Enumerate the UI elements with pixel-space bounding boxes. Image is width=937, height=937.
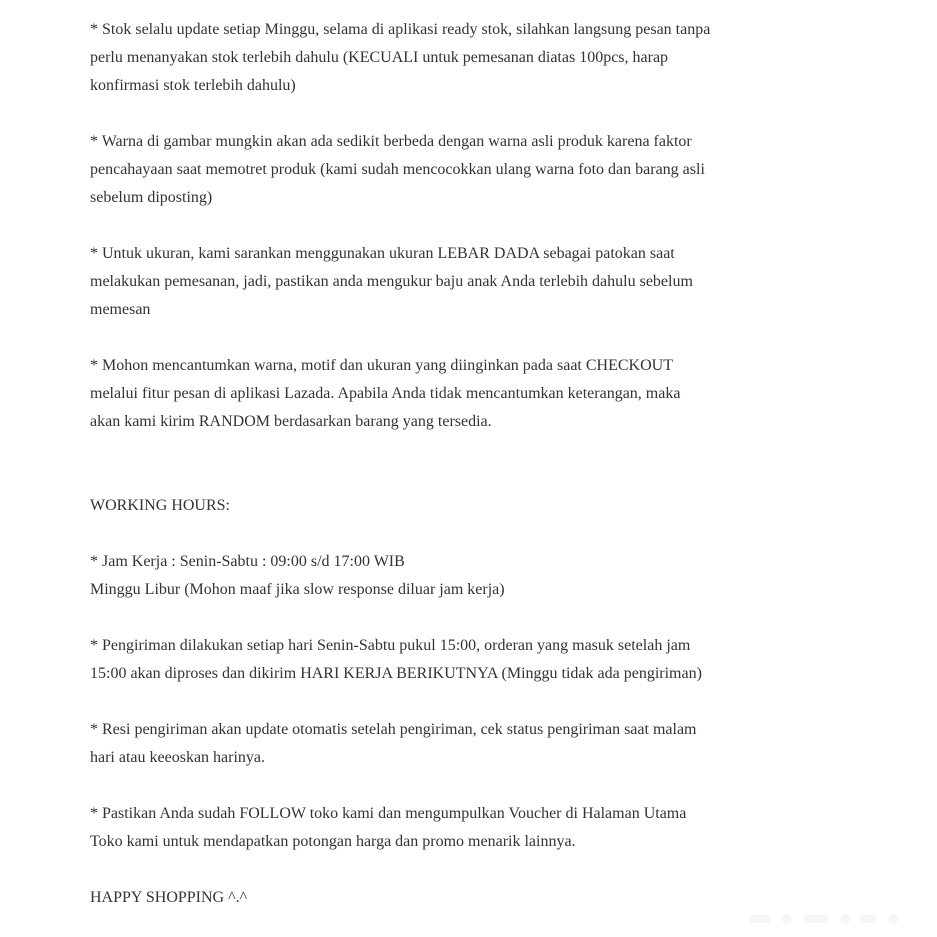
section-spacer [90,436,790,492]
text-line: Toko kami untuk mendapatkan potongan harga dan promo menarik lainnya. [90,833,576,850]
text-line: * Untuk ukuran, kami sarankan menggunakan ukuran LEBAR DADA sebagai patokan saat [90,245,675,262]
text-line: Minggu Libur (Mohon maaf jika slow response diluar jam kerja) [90,581,505,598]
text-line: hari atau keeoskan harinya. [90,749,266,766]
paragraph-checkout-note [90,352,790,436]
paragraph-shipping-time [90,632,790,688]
text-line: pencahayaan saat memotret produk (kami sudah mencocokkan ulang warna foto dan barang asli [90,161,705,178]
text-line: * Resi pengiriman akan update otomatis setelah pengiriman, cek status pengiriman saat malam [90,721,697,738]
paragraph-spacer [90,212,790,240]
closing-message [90,884,790,912]
paragraph-color-notice [90,128,790,212]
working-hours-heading [90,492,790,520]
paragraph-size-guide [90,240,790,324]
watermark-logo-icon [747,907,907,931]
heading-text: WORKING HOURS: [90,497,230,514]
paragraph-spacer [90,324,790,352]
text-line: * Warna di gambar mungkin akan ada sedikit berbeda dengan warna asli produk karena faktor [90,133,692,150]
paragraph-spacer [90,856,790,884]
text-line: * Pastikan Anda sudah FOLLOW toko kami dan mengumpulkan Voucher di Halaman Utama [90,805,687,822]
text-line: * Jam Kerja : Senin-Sabtu : 09:00 s/d 17:00 WIB [90,553,405,570]
paragraph-spacer [90,100,790,128]
text-line: * Pengiriman dilakukan setiap hari Senin-Sabtu pukul 15:00, orderan yang masuk setelah jam [90,637,691,654]
paragraph-spacer [90,520,790,548]
paragraph-tracking-receipt [90,716,790,772]
text-line: HAPPY SHOPPING ^.^ [90,889,248,906]
product-description [90,16,790,912]
paragraph-follow-store [90,800,790,856]
text-line: sebelum diposting) [90,189,213,206]
paragraph-stock-info [90,16,790,100]
text-line: memesan [90,301,151,318]
text-line: perlu menanyakan stok terlebih dahulu (KECUALI untuk pemesanan diatas 100pcs, harap [90,49,669,66]
paragraph-spacer [90,688,790,716]
text-line: 15:00 akan diproses dan dikirim HARI KERJA BERIKUTNYA (Minggu tidak ada pengiriman) [90,665,702,682]
text-line: * Mohon mencantumkan warna, motif dan ukuran yang diinginkan pada saat CHECKOUT [90,357,673,374]
text-line: melakukan pemesanan, jadi, pastikan anda mengukur baju anak Anda terlebih dahulu sebelum [90,273,693,290]
text-line: akan kami kirim RANDOM berdasarkan barang yang tersedia. [90,413,492,430]
paragraph-working-schedule [90,548,790,604]
text-line: melalui fitur pesan di aplikasi Lazada. Apabila Anda tidak mencantumkan keterangan, maka [90,385,681,402]
paragraph-spacer [90,772,790,800]
text-line: * Stok selalu update setiap Minggu, selama di aplikasi ready stok, silahkan langsung pesan tanpa [90,21,711,38]
text-line: konfirmasi stok terlebih dahulu) [90,77,296,94]
paragraph-spacer [90,604,790,632]
